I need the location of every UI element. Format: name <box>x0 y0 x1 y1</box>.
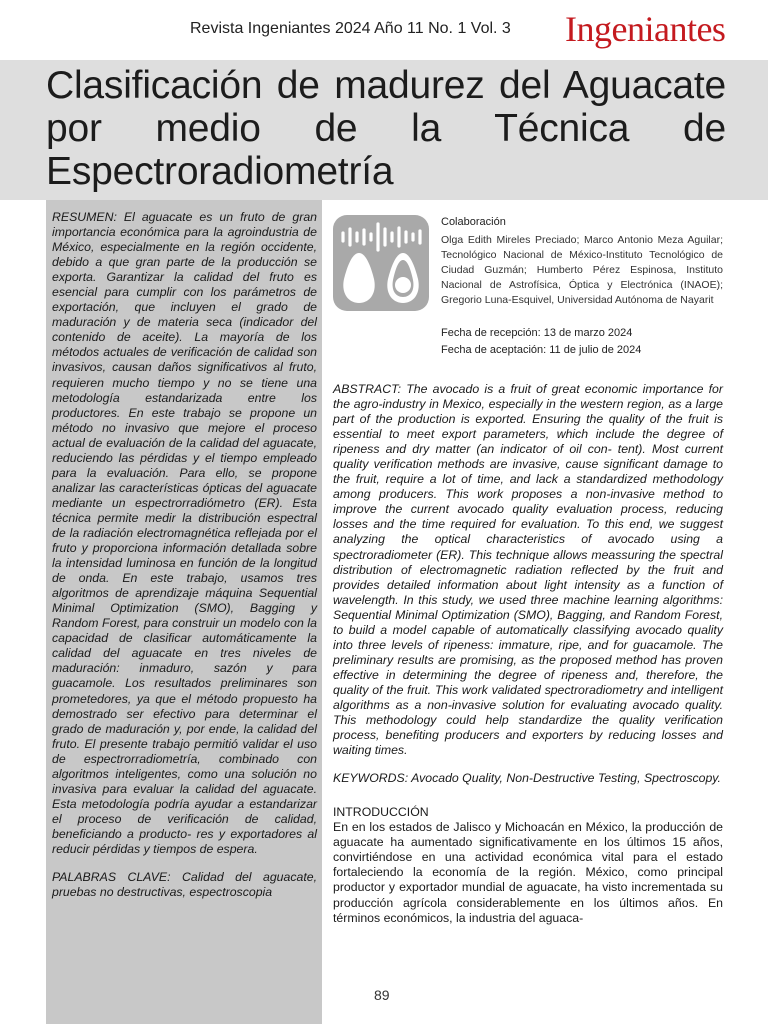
collaboration-block <box>441 215 723 359</box>
dates-block <box>441 325 723 359</box>
accepted-date: Fecha de aceptación: 11 de julio de 2024 <box>441 344 642 356</box>
abstract-text: ABSTRACT: The avocado is a fruit of great economic importance for the agro-industry in Mexico, especially in the western region, as a large part of the production is exported. Ensuring the quality of the fruit is essential to meet export parameters, which include the degree of ripeness and dry matter (an indicator of oil con- tent). Most current quality verification methods are invasive, cause significant damage to the fruit, require a lot of time, and lack a standardized methodology among producers. This work proposes a non-invasive method to improve the current avocado quality evaluation process, reducing losses and the time required for evaluation. To this end, we suggest analyzing the optical characteristics of avocado using a spectroradiometer (ER). This technique allows meassuring the spectral distribution of electromagnetic radiation reflected by the fruit and provides detailed information about light intensity as a function of wavelength. In this study, we used three machine learning algorithms: Sequential Minimal Optimization (SMO), Bagging, and Random Forest, to build a model capable of automatically classifying avocado quality into three levels of ripeness: immature, ripe, and for guacamole. The preliminary results are promising, as the proposed method has proven effective in determining the degree of ripeness and, therefore, the quality of the fruit. This work validated spectroradiometry and intelligent algorithms as a non-invasive solution for evaluating avocado quality. This methodology could help standardize the quality verification process, benefiting producers and exporters by reducing losses and waiting times. <box>333 382 723 758</box>
keywords-text: KEYWORDS: Avocado Quality, Non-Destructive Testing, Spectroscopy. <box>333 771 721 786</box>
article-title: Clasificación de madurez del Aguacate por medio de la Técnica de Espectroradiometría <box>46 64 726 193</box>
collaboration-label: Colaboración <box>441 216 506 228</box>
palabras-clave: PALABRAS CLAVE: Calidad del aguacate, pruebas no destructivas, espectroscopia <box>52 870 317 900</box>
avocado-sound-icon <box>333 215 429 311</box>
brand-logo: Ingeniantes <box>565 9 726 49</box>
introduction-heading: INTRODUCCIÓN <box>333 805 429 820</box>
resumen-text: RESUMEN: El aguacate es un fruto de gran importancia económica para la agroindustria de México, especialmente en la región occidente, debido a que gran parte de la producción se exporta. Garantizar la calidad del fruto es esencial para cumplir con los parámetros de exportación, que incluyen el grado de maduración y de materia seca (indicador del contenido de aceite). La mayoría de los métodos actuales de verificación de calidad son invasivos, causan daños significativos al fruto, requieren mucho tiempo y no se tiene una metodología estandarizada entre los productores. En este trabajo se propone un método no invasivo que mejore el proceso actual de evaluación de la calidad del aguacate, reduciendo las pérdidas y el tiempo empleado para la evaluación. Para ello, se propone analizar las características ópticas del aguacate mediante un espectrorradiómetro (ER). Esta técnica permite medir la distribución espectral de la radiación electromagnética reflejada por el fruto y proporciona información detallada sobre la intensidad luminosa en función de la longitud de onda. En este trabajo, usamos tres algoritmos de aprendizaje máquina Sequential Minimal Optimization (SMO), Bagging y Random Forest, para construir un modelo con la capacidad de clasificar automáticamente la calidad del aguacate en tres niveles de maduración: inmaduro, sazón y para guacamole. Los resultados preliminares son prometedores, ya que el método propuesto ha demostrado ser efectivo para determinar el grado de maduración y, por ende, la calidad del fruto. El presente trabajo permitió validar el uso de espectrorradiometría, combinado con algoritmos inteligentes, como una solución no invasiva para evaluar la calidad del aguacate. Esta metodología podría ayudar a estandarizar el proceso de verificación de calidad, beneficiando a producto- res y exportadores al reducir pérdidas y tiempos de espera. <box>52 210 317 856</box>
author-list: Olga Edith Mireles Preciado; Marco Antonio Meza Aguilar; Tecnológico Nacional de México-Instituto Tecnológico de Ciudad Guzmán; Humberto Pérez Espinosa, Instituto Nacional de Astrofísica, Óptica y Electrónica (INAOE); Gregorio Luna-Esquivel, Universidad Autónoma de Nayarit <box>441 234 723 306</box>
introduction-text: En en los estados de Jalisco y Michoacán en México, la producción de aguacate ha aumentado significativamente en los últimos 15 años, convirtiéndose en una actividad económica vital para el estado fortaleciendo la economía de la región. México, como principal productor y exportador mundial de aguacate, ha visto incrementada su producción agrícola considerablemente en los últimos años. En términos económicos, la industria del aguaca- <box>333 820 723 925</box>
received-date: Fecha de recepción: 13 de marzo 2024 <box>441 327 633 339</box>
journal-header: Revista Ingeniantes 2024 Año 11 No. 1 Vol. 3 <box>190 20 511 37</box>
page-number: 89 <box>374 987 390 1003</box>
main-column <box>333 382 723 926</box>
resumen-block <box>52 210 317 900</box>
